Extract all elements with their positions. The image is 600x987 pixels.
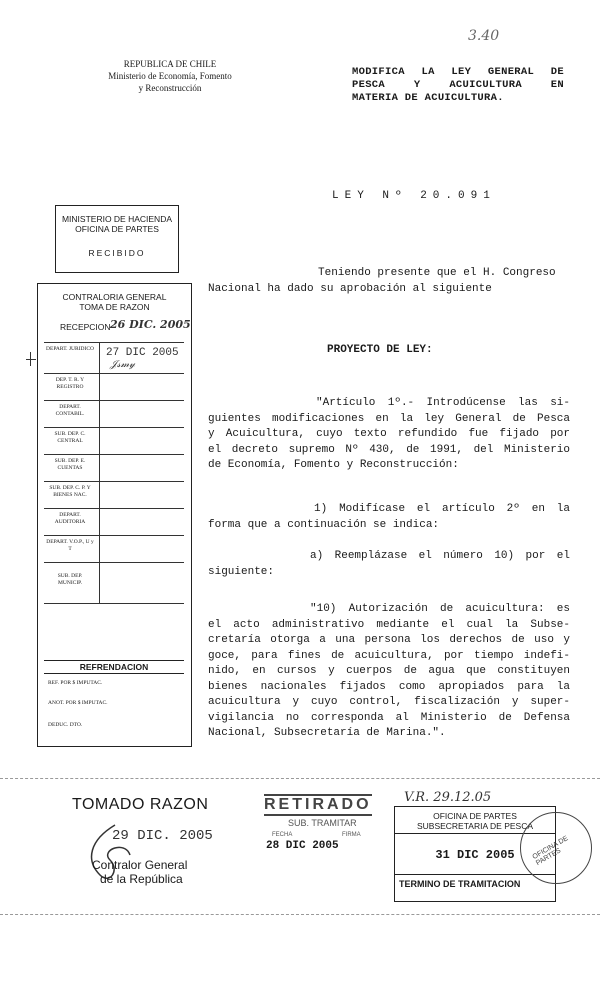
routing-label: SUB. DEP. MUNICIP. (57, 573, 83, 586)
contraloria-title-line: TOMA DE RAZON (79, 302, 150, 312)
routing-label: SUB. DEP. C. P. Y BIENES NAC. (49, 485, 91, 498)
retirado-sub: SUB. TRAMITAR (288, 818, 357, 828)
item-1-paragraph (208, 502, 570, 533)
oficina-line: SUBSECRETARIA DE PESCA (395, 821, 555, 834)
routing-row (44, 374, 184, 401)
routing-row (44, 509, 184, 536)
hacienda-line: OFICINA DE PARTES (75, 224, 159, 234)
article-paragraph (208, 396, 570, 474)
article-line: "Artículo 1º.- Introdúcense las si- (316, 397, 570, 409)
retirado-firma-label: FIRMA (342, 832, 361, 838)
oficina-line: OFICINA DE PARTES (433, 811, 517, 821)
contralor-label (92, 858, 187, 886)
item-a-paragraph (208, 549, 570, 580)
margin-tick-cross (26, 359, 36, 360)
article-line: guientes modificaciones en la ley General de Pesca (208, 412, 570, 425)
ministry-line-2: y Reconstrucción (138, 83, 202, 93)
separator-line-bottom (0, 914, 600, 915)
retirado-date: 28 DIC 2005 (266, 840, 339, 852)
refrendacion-row: ANOT. POR $ IMPUTAC. (48, 700, 108, 706)
routing-label: DEPART. V.O.P., U y T (46, 539, 94, 552)
definition-line: "10) Autorización de acuicultura: es (310, 603, 570, 615)
definition-line: el acto administrativo mediante el cual la Subse- (208, 618, 570, 631)
routing-row (44, 482, 184, 509)
refrendacion-section (44, 660, 184, 736)
oficina-date: 31 DIC 2005 (435, 848, 515, 862)
juridico-initials: 𝒥𝓈𝓂𝓎 (110, 359, 135, 370)
definition-line: acuicultura y cuyo control, fiscalización y super- (208, 696, 570, 708)
hacienda-stamp (55, 205, 179, 273)
refrendacion-row: REF. POR $ IMPUTAC. (48, 680, 103, 686)
item-1-line: forma que a continuación se indica: (208, 518, 440, 531)
contraloria-title (38, 292, 191, 312)
bill-title (352, 66, 564, 105)
item-1-line: 1) Modifícase el artículo 2º en la (314, 503, 570, 515)
routing-row (44, 563, 184, 604)
round-seal-icon (520, 812, 592, 884)
bill-title-line: PESCA Y ACUICULTURA EN (352, 79, 564, 91)
tomado-date: 29 DIC. 2005 (112, 828, 213, 844)
routing-grid (44, 342, 184, 604)
article-line: y Acuicultura, cuyo texto refundido fue fijado por (208, 428, 570, 440)
bill-title-line: MODIFICA LA LEY GENERAL DE (352, 66, 564, 78)
definition-paragraph (208, 602, 570, 742)
intro-paragraph (208, 266, 570, 297)
definition-line: cretaría otorga a una persona los derechos de uso y (208, 634, 570, 646)
intro-line: Teniendo presente que el H. Congreso (318, 267, 556, 279)
definition-line: nido, en cursos y cuerpos de agua que constituyen (208, 665, 570, 677)
hacienda-line: MINISTERIO DE HACIENDA (61, 214, 173, 224)
routing-label: DEPART. JURIDICO (46, 346, 94, 352)
definition-line: vigilancia no corresponda al Ministerio de Defensa (208, 711, 570, 724)
routing-label: DEPART. AUDITORIA (54, 512, 86, 525)
definition-line: Nacional, Subsecretaría de Marina.". (208, 727, 446, 739)
routing-label: DEPART. CONTABIL. (55, 404, 85, 417)
bill-title-line: MATERIA DE ACUICULTURA. (352, 92, 504, 104)
received-label: RECIBIDO (88, 248, 146, 258)
item-a-line: siguiente: (208, 565, 275, 578)
item-a-line: a) Reemplázase el número 10) por el (310, 550, 570, 562)
routing-row (44, 455, 184, 482)
intro-line: Nacional ha dado su aprobación al siguiente (208, 282, 492, 295)
tomado-razon-label: TOMADO RAZON (72, 796, 209, 813)
refrendacion-row: DEDUC. DTO. (48, 722, 83, 728)
retirado-label: RETIRADO (264, 794, 372, 816)
termino-label: TERMINO DE TRAMITACION (395, 874, 555, 889)
contralor-line: de la República (100, 872, 183, 886)
recepcion-date: 26 DIC. 2005 (110, 318, 191, 331)
juridico-date: 27 DIC 2005 (106, 347, 179, 359)
republic-line: REPUBLICA DE CHILE (123, 59, 217, 69)
routing-row (44, 401, 184, 428)
seal-text: OFICINA DE PARTES (531, 835, 570, 868)
contraloria-title-line: CONTRALORIA GENERAL (62, 292, 167, 302)
ministry-line: Ministerio de Economía, Fomento (108, 71, 232, 81)
recepcion-label: RECEPCION (60, 322, 111, 332)
routing-label: SUB. DEP. C. CENTRAL (54, 431, 86, 444)
refrendacion-title: REFRENDACION (44, 660, 184, 674)
definition-line: goce, para fines de acuicultura, por tiempo indefi- (208, 649, 570, 662)
proyecto-title: PROYECTO DE LEY: (327, 344, 433, 356)
definition-line: bienes nacionales fijados como apropiados para la (208, 680, 570, 693)
retirado-fecha-label: FECHA (272, 832, 293, 838)
law-title: LEY Nº 20.091 (332, 190, 496, 202)
republic-header (70, 58, 270, 94)
routing-row (44, 343, 184, 374)
article-line: el decreto supremo Nº 430, de 1991, del Ministerio (208, 443, 570, 456)
article-line: de Economía, Fomento y Reconstrucción: (208, 459, 459, 471)
routing-row (44, 428, 184, 455)
routing-label: SUB. DEP. E. CUENTAS (54, 458, 86, 471)
handwritten-date: V.R. 29.12.05 (404, 790, 492, 805)
routing-label: DEP. T. R. Y REGISTRO (55, 377, 85, 390)
contraloria-stamp (37, 283, 192, 747)
separator-line (0, 778, 600, 779)
corner-handwritten-mark: 3.40 (468, 28, 500, 44)
retirado-stamp (260, 794, 390, 864)
contralor-line: Contralor General (92, 858, 188, 872)
routing-row (44, 536, 184, 563)
